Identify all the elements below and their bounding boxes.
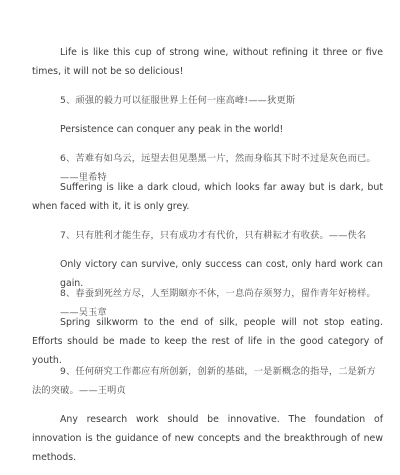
paragraph-chinese-9: 9、任何研究工作都应有所创新，创新的基础，一是新概念的指导，二是新方法的突破。——王明贞 <box>32 366 376 396</box>
paragraph-english-8: Spring silkworm to the end of silk, people will not stop eating. Efforts should be made to keep the rest of life in the good category of youth. <box>32 317 383 366</box>
paragraph-english-6: Suffering is like a dark cloud, which looks far away but is dark, but when faced with it, it is only grey. <box>32 182 383 212</box>
paragraph-chinese-5: 5、顽强的毅力可以征服世界上任何一座高峰!——狄更斯 <box>60 95 296 106</box>
paragraph-english-9: Any research work should be innovative. The foundation of innovation is the guidance of new concepts and the breakthrough of new methods. <box>32 414 383 463</box>
paragraph-chinese-6: 6、苦难有如乌云，远望去但见墨黑一片，然而身临其下时不过是灰色而已。——里希特 <box>60 153 376 183</box>
paragraph-english-5: Persistence can conquer any peak in the world! <box>60 124 284 135</box>
paragraph-english-1: Life is like this cup of strong wine, without refining it three or five times, it will not be so delicious! <box>32 47 383 77</box>
paragraph-english-7: Only victory can survive, only success can cost, only hard work can gain. <box>60 259 383 289</box>
paragraph-chinese-7: 7、只有胜利才能生存，只有成功才有代价，只有耕耘才有收获。——佚名 <box>60 230 367 241</box>
paragraph-chinese-8: 8、春蚕到死丝方尽，人至期颐亦不休，一息尚存须努力，留作青年好榜样。——吴玉章 <box>60 288 376 318</box>
